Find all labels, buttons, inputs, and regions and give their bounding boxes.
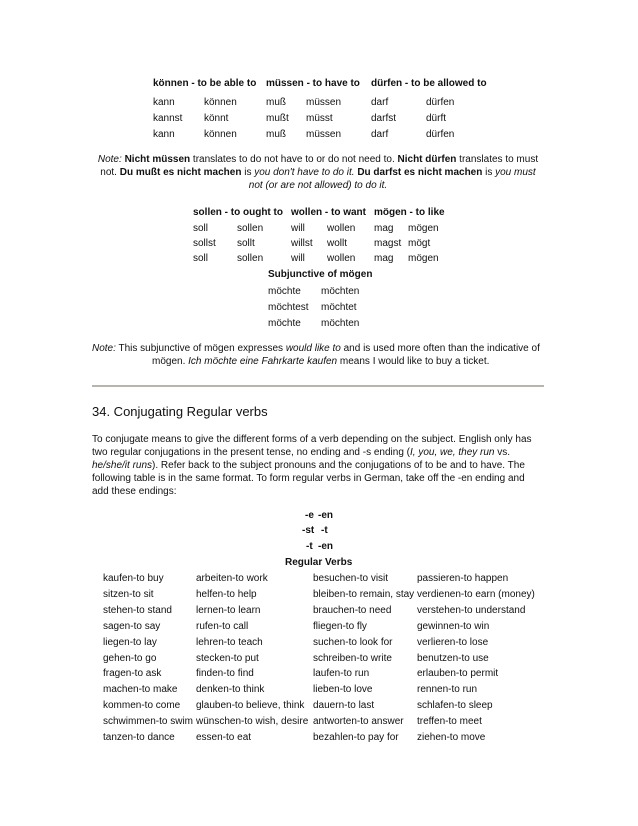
table2-cell: mögt: [408, 238, 431, 249]
table2-cell: will: [291, 223, 305, 234]
table2-cell: soll: [193, 223, 209, 234]
regular-verb-cell: kaufen-to buy: [103, 573, 164, 584]
ending-cell: -st: [302, 525, 315, 536]
regular-verb-cell: rennen-to run: [417, 684, 478, 695]
regular-verb-cell: treffen-to meet: [417, 716, 482, 727]
regular-verb-cell: kommen-to come: [103, 700, 181, 711]
regular-verb-cell: bleiben-to remain, stay: [313, 589, 415, 600]
table1-cell: darfst: [371, 113, 397, 124]
regular-verb-cell: sitzen-to sit: [103, 589, 154, 600]
regular-verb-cell: stecken-to put: [196, 653, 259, 664]
regular-verb-cell: glauben-to believe, think: [196, 700, 305, 711]
regular-verb-cell: fragen-to ask: [103, 668, 162, 679]
regular-verb-cell: fliegen-to fly: [313, 621, 367, 632]
ending-cell: -en: [318, 541, 333, 552]
regular-verb-cell: verdienen-to earn (money): [417, 589, 535, 600]
regular-verb-cell: rufen-to call: [196, 621, 249, 632]
table1-cell: mußt: [266, 113, 289, 124]
table1-cell: dürfen: [426, 97, 455, 108]
regular-verb-cell: schwimmen-to swim: [103, 716, 194, 727]
regular-verb-cell: verstehen-to understand: [417, 605, 526, 616]
regular-verb-cell: suchen-to look for: [313, 637, 393, 648]
table2-cell: sollt: [237, 238, 255, 249]
note-label: Note:: [92, 343, 116, 354]
regular-verb-cell: gewinnen-to win: [417, 621, 490, 632]
regular-verb-cell: denken-to think: [196, 684, 265, 695]
subjunctive-cell: möchten: [321, 286, 360, 297]
regular-verbs-title: Regular Verbs: [285, 557, 353, 568]
regular-verb-cell: helfen-to help: [196, 589, 257, 600]
regular-verb-cell: lernen-to learn: [196, 605, 261, 616]
table1-cell: können: [204, 97, 237, 108]
regular-verb-cell: wünschen-to wish, desire: [196, 716, 309, 727]
regular-verb-cell: benutzen-to use: [417, 653, 489, 664]
table2-cell: will: [291, 253, 305, 264]
table2-cell: wollen: [327, 223, 356, 234]
table1-header-koennen: können - to be able to: [153, 78, 257, 89]
table1-cell: muß: [266, 129, 286, 140]
section-paragraph: To conjugate means to give the different forms of a verb depending on the subject. English only has two regular conjugations in the present tense, no ending and -s ending (I, you, we, they run vs. he/she/it runs). Refer back to the subject pronouns and the conjugations of to be and to have. The following table is in the same format. To form regular verbs in German, take off the -en ending and add these endings:: [92, 434, 532, 497]
regular-verb-cell: arbeiten-to work: [196, 573, 268, 584]
table1-cell: dürfen: [426, 129, 455, 140]
regular-verb-cell: tanzen-to dance: [103, 732, 175, 743]
regular-verb-cell: erlauben-to permit: [417, 668, 499, 679]
regular-verb-cell: stehen-to stand: [103, 605, 172, 616]
note-nicht-muessen: Note: Nicht müssen translates to do not have to or do not need to. Nicht dürfen translates to must not. Du mußt es nicht machen is you don't have to do it. Du darfst es nicht machen is you must not (or are not allowed) to do it.: [97, 154, 539, 191]
table2-cell: mögen: [408, 223, 439, 234]
regular-verb-cell: laufen-to run: [313, 668, 370, 679]
table1-cell: darf: [371, 97, 389, 108]
subjunctive-cell: möchtest: [268, 302, 309, 313]
table2-cell: sollen: [237, 223, 264, 234]
regular-verb-cell: dauern-to last: [313, 700, 375, 711]
regular-verb-cell: verlieren-to lose: [417, 637, 489, 648]
table2-header-moegen: mögen - to like: [374, 207, 445, 218]
regular-verb-cell: ziehen-to move: [417, 732, 486, 743]
table2-cell: mag: [374, 253, 394, 264]
table2-header-wollen: wollen - to want: [291, 207, 366, 218]
regular-verb-cell: besuchen-to visit: [313, 573, 389, 584]
regular-verb-cell: essen-to eat: [196, 732, 252, 743]
regular-verb-cell: finden-to find: [196, 668, 254, 679]
regular-verb-cell: lieben-to love: [313, 684, 373, 695]
table2-cell: magst: [374, 238, 402, 249]
section-divider: [92, 385, 544, 387]
subjunctive-cell: möchte: [268, 318, 301, 329]
table2-cell: sollst: [193, 238, 216, 249]
table1-cell: könnt: [204, 113, 229, 124]
subjunctive-title: Subjunctive of mögen: [268, 269, 373, 280]
ending-cell: -t: [321, 525, 328, 536]
table2-cell: sollen: [237, 253, 264, 264]
subjunctive-cell: möchtet: [321, 302, 357, 313]
regular-verb-cell: sagen-to say: [103, 621, 161, 632]
ending-cell: -e: [305, 510, 314, 521]
table1-cell: müssen: [306, 129, 342, 140]
table2-header-sollen: sollen - to ought to: [193, 207, 283, 218]
regular-verb-cell: gehen-to go: [103, 653, 157, 664]
regular-verb-cell: schlafen-to sleep: [417, 700, 493, 711]
table1-header-duerfen: dürfen - to be allowed to: [371, 78, 487, 89]
table2-cell: soll: [193, 253, 209, 264]
table1-cell: muß: [266, 97, 286, 108]
table2-cell: willst: [291, 238, 313, 249]
table1-cell: kann: [153, 129, 175, 140]
regular-verb-cell: passieren-to happen: [417, 573, 509, 584]
regular-verb-cell: brauchen-to need: [313, 605, 392, 616]
ending-cell: -t: [306, 541, 313, 552]
regular-verb-cell: liegen-to lay: [103, 637, 157, 648]
note-subjunctive: Note: This subjunctive of mögen expresses would like to and is used more often than the indicative of mögen. Ich möchte eine Fahrkarte kaufen means I would like to buy a ticket.: [92, 343, 540, 367]
table1-cell: kannst: [153, 113, 183, 124]
regular-verb-cell: lehren-to teach: [196, 637, 263, 648]
table1-cell: müssen: [306, 97, 342, 108]
table1-cell: kann: [153, 97, 175, 108]
regular-verb-cell: schreiben-to write: [313, 653, 392, 664]
table2-cell: wollen: [327, 253, 356, 264]
table1-cell: dürft: [426, 113, 447, 124]
table1-cell: können: [204, 129, 237, 140]
table1-cell: müsst: [306, 113, 333, 124]
subjunctive-cell: möchten: [321, 318, 360, 329]
section-title: 34. Conjugating Regular verbs: [92, 404, 268, 419]
subjunctive-cell: möchte: [268, 286, 301, 297]
table1-cell: darf: [371, 129, 389, 140]
ending-cell: -en: [318, 510, 333, 521]
regular-verb-cell: antworten-to answer: [313, 716, 404, 727]
table1-header-muessen: müssen - to have to: [266, 78, 360, 89]
regular-verb-cell: bezahlen-to pay for: [313, 732, 399, 743]
table2-cell: mögen: [408, 253, 439, 264]
table2-cell: mag: [374, 223, 394, 234]
note-label: Note:: [97, 154, 122, 165]
table2-cell: wollt: [327, 238, 348, 249]
regular-verb-cell: machen-to make: [103, 684, 178, 695]
